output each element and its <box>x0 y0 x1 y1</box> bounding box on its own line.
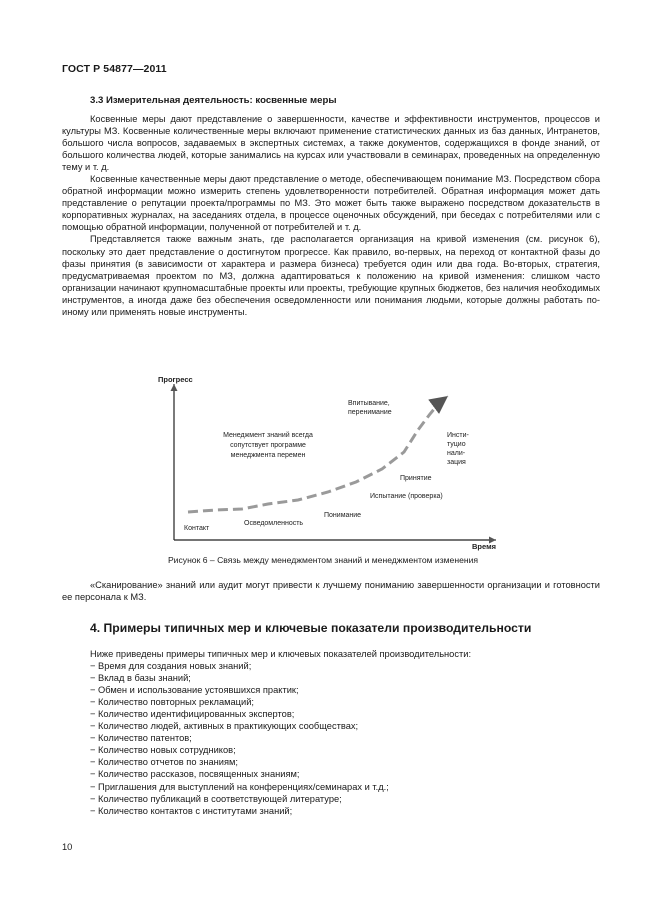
stage-label-understanding: Понимание <box>324 512 362 519</box>
list-item: − Время для создания новых знаний; <box>90 661 252 672</box>
list-item: − Количество людей, активных в практикующих сообществах; <box>90 721 359 732</box>
stage-label-institutionalization: Инсти- <box>447 432 469 439</box>
list-item: − Вклад в базы знаний; <box>90 673 191 684</box>
list-item: − Количество патентов; <box>90 733 192 744</box>
list-item: − Количество повторных рекламаций; <box>90 697 254 708</box>
paragraph: Косвенные меры дают представление о завершенности, качестве и эффективности инструментов, процессов и культуры МЗ. Косвенные количественные меры включают применение статистических данных из баз данных, Интранетов, большого числа вопросов, задаваемых в экспертных системах, а также документов, содержащихся в фонде знаний, от большого количества людей, которые занимались на курсах или участвовали в семинарах, проведенных на определенную тему и т. д. <box>62 114 600 173</box>
paragraph: Представляется также важным знать, где располагается организация на кривой изменения (см. рисунок 6), поскольку это дает представление о достигнутом прогрессе. Как правило, во-первых, на переход от контактной фазы до фазы принятия (в зависимости от характера и размера бизнеса) требуется один или два года. Во-вторых, стратегия, предусматриваемая проектом по МЗ, должна адаптироваться к положению на кривой изменения: слишком часто организации начинают крупномасштабные проекты или проекты, требующие крупных бюджетов, без наличия необходимых инструментов, а иногда даже без обеспечения осведомленности или понимания людьми, которые должны работать по-иному или применять новые инструменты. <box>62 234 600 317</box>
center-note-line: сопутствует программе <box>230 442 306 449</box>
scanning-paragraph-block <box>62 579 600 603</box>
list-intro: Ниже приведены примеры типичных мер и ключевых показателей производительности: <box>90 649 472 659</box>
list-item: − Количество новых сотрудников; <box>90 745 236 756</box>
stage-label-institutionalization: туцио <box>447 441 466 448</box>
stage-label-contact: Контакт <box>184 525 210 532</box>
list-item: − Количество контактов с институтами знаний; <box>90 805 293 816</box>
list-item: − Количество публикаций в соответствующей литературе; <box>90 793 342 804</box>
section-4-title: 4. Примеры типичных мер и ключевые показатели производительности <box>90 621 532 635</box>
stage-label-awareness: Осведомленность <box>244 520 304 527</box>
list-item: − Количество отчетов по знаниям; <box>90 757 238 768</box>
stage-label-absorption: перенимание <box>348 409 392 416</box>
change-curve-diagram <box>150 372 510 552</box>
list-item: − Обмен и использование устоявшихся практик; <box>90 685 299 696</box>
paragraph-block <box>62 113 600 318</box>
page-number: 10 <box>62 842 73 852</box>
list-item: − Приглашения для выступлений на конференциях/семинарах и т.д.; <box>90 781 389 792</box>
center-note-line: Менеджмент знаний всегда <box>223 432 313 439</box>
measures-list <box>90 648 471 817</box>
y-axis-label: Прогресс <box>158 375 193 384</box>
paragraph: «Сканирование» знаний или аудит могут привести к лучшему пониманию завершенности организации и готовности ее персонала к МЗ. <box>62 580 600 603</box>
stage-label-trial: Испытание (проверка) <box>370 493 443 500</box>
figure-caption: Рисунок 6 – Связь между менеджментом знаний и менеджментом изменения <box>167 555 479 565</box>
stage-label-acceptance: Принятие <box>400 475 432 482</box>
paragraph: Косвенные качественные меры дают представление о методе, обеспечивающем понимание МЗ. Посредством сбора обратной информации можно измерить степень удовлетворенности потребителей. Обратная информация может дать представление о репутации проекта/программы по МЗ. Это может быть также выражено посредством доказательств в корпоративных журналах, на заседаниях отдела, в процессе оценочных обсуждений, при беседах с потребителями или с помощью обратной информации, полученной от потребителей и т. д. <box>62 174 600 233</box>
subsection-title: 3.3 Измерительная деятельность: косвенные меры <box>90 95 337 106</box>
stage-label-absorption: Впитывание, <box>348 400 390 407</box>
center-note-line: менеджмента перемен <box>230 452 306 459</box>
x-axis-label: Время <box>472 542 496 551</box>
stage-label-institutionalization: зация <box>447 459 466 466</box>
standard-header: ГОСТ Р 54877—2011 <box>62 63 167 75</box>
list-item: − Количество идентифицированных экспертов; <box>90 709 295 720</box>
change-curve-figure <box>150 372 510 552</box>
list-item: − Количество рассказов, посвященных знаниям; <box>90 769 300 780</box>
stage-label-institutionalization: нали- <box>447 450 466 457</box>
